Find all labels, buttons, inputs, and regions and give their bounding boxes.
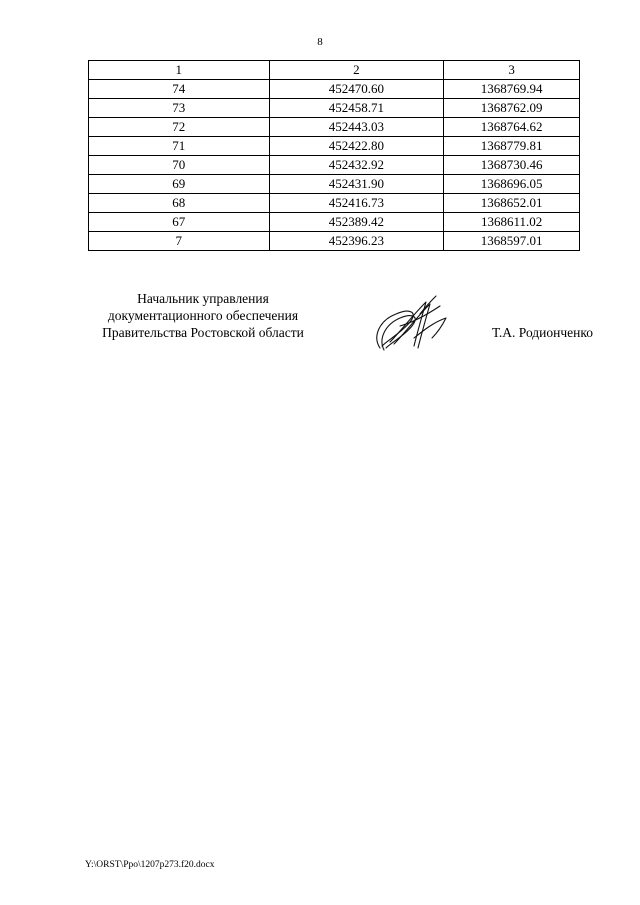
point-number-cell: 70 [89, 156, 270, 175]
point-number-cell: 7 [89, 232, 270, 251]
y-coordinate-cell: 1368764.62 [444, 118, 580, 137]
footer-file-path: Y:\ORST\Ppo\1207p273.f20.docx [85, 860, 215, 870]
handwritten-signature [370, 292, 460, 356]
x-coordinate-cell: 452416.73 [269, 194, 444, 213]
table-row [89, 80, 580, 99]
y-coordinate-cell: 1368779.81 [444, 137, 580, 156]
x-coordinate-cell: 452422.80 [269, 137, 444, 156]
y-coordinate-cell: 1368696.05 [444, 175, 580, 194]
table-row [89, 194, 580, 213]
x-coordinate-cell: 452396.23 [269, 232, 444, 251]
column-header: 2 [269, 61, 444, 80]
y-coordinate-cell: 1368769.94 [444, 80, 580, 99]
x-coordinate-cell: 452432.92 [269, 156, 444, 175]
x-coordinate-cell: 452470.60 [269, 80, 444, 99]
x-coordinate-cell: 452389.42 [269, 213, 444, 232]
signatory-position-line: Правительства Ростовской области [102, 325, 304, 340]
x-coordinate-cell: 452431.90 [269, 175, 444, 194]
signatory-position [80, 290, 326, 341]
signatory-position-line: документационного обеспечения [107, 308, 299, 323]
page-number: 8 [317, 36, 323, 48]
point-number-cell: 73 [89, 99, 270, 118]
point-number-cell: 68 [89, 194, 270, 213]
x-coordinate-cell: 452443.03 [269, 118, 444, 137]
table-row [89, 213, 580, 232]
table-header-row [89, 61, 580, 80]
y-coordinate-cell: 1368611.02 [444, 213, 580, 232]
table-row [89, 175, 580, 194]
point-number-cell: 69 [89, 175, 270, 194]
point-number-cell: 74 [89, 80, 270, 99]
coordinates-table [88, 60, 580, 251]
signatory-name: Т.А. Родионченко [492, 325, 593, 340]
point-number-cell: 67 [89, 213, 270, 232]
signatory-position-line: Начальник управления [137, 291, 269, 306]
y-coordinate-cell: 1368597.01 [444, 232, 580, 251]
table-row [89, 232, 580, 251]
column-header: 3 [444, 61, 580, 80]
point-number-cell: 71 [89, 137, 270, 156]
table-row [89, 156, 580, 175]
x-coordinate-cell: 452458.71 [269, 99, 444, 118]
y-coordinate-cell: 1368730.46 [444, 156, 580, 175]
table-row [89, 118, 580, 137]
table-row [89, 137, 580, 156]
y-coordinate-cell: 1368652.01 [444, 194, 580, 213]
column-header: 1 [89, 61, 270, 80]
table-row [89, 99, 580, 118]
y-coordinate-cell: 1368762.09 [444, 99, 580, 118]
point-number-cell: 72 [89, 118, 270, 137]
